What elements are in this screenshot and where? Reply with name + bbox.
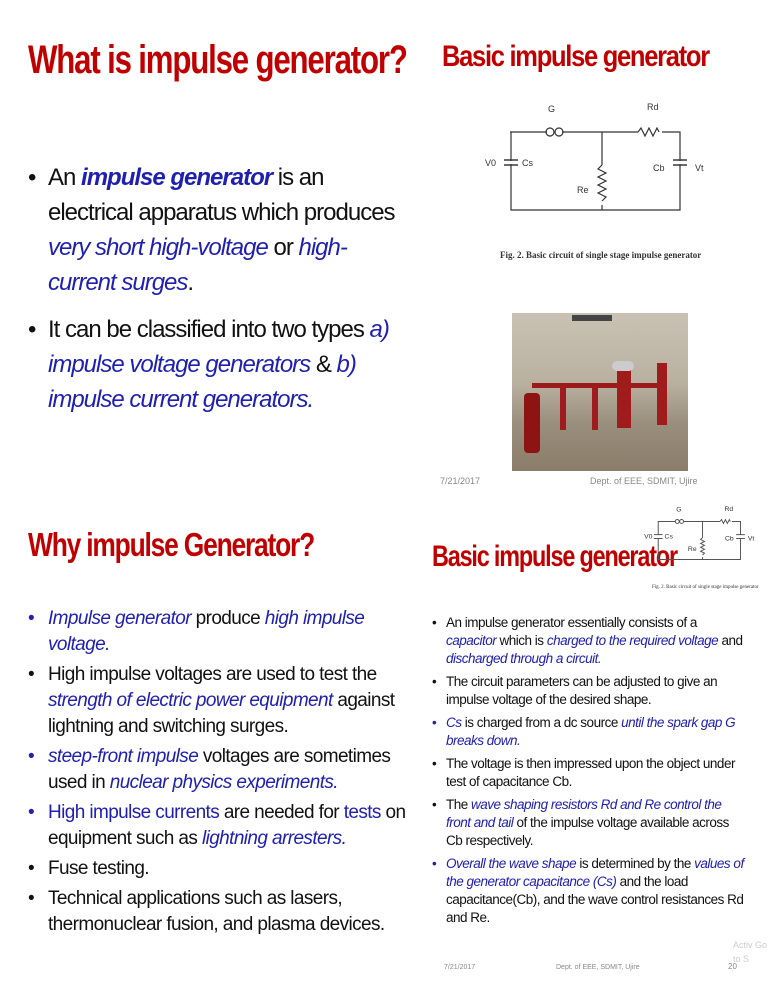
bullet-text: of the impulse voltage available across Cb respectively.: [446, 815, 729, 848]
bullet-text: &: [310, 351, 337, 378]
label-cs: Cs: [664, 533, 673, 541]
label-g: G: [676, 506, 682, 514]
figure-caption: Fig. 2. Basic circuit of single stage impulse generator: [500, 250, 702, 260]
bullets-what-is: [28, 160, 413, 429]
label-g: G: [548, 104, 556, 114]
bullet-item: [432, 855, 744, 927]
bullet-item: [432, 673, 744, 709]
activation-watermark: Activ Go to S: [733, 940, 768, 964]
figure-caption-small: Fig. 2. Basic circuit of single stage impulse generator: [652, 585, 759, 590]
bullet-text: Technical applications such as lasers, thermonuclear fusion, and plasma devices.: [48, 888, 385, 935]
label-rd: Rd: [647, 102, 659, 112]
emphasis-text: b) impulse current generators.: [48, 351, 356, 413]
bullet-text: An impulse generator essentially consists of a: [446, 615, 697, 630]
bullet-item: [28, 606, 423, 658]
footer-date: 7/21/2017: [440, 476, 481, 486]
emphasis-text: discharged through a circuit.: [446, 651, 602, 666]
label-cb: Cb: [724, 535, 734, 543]
emphasis-text: Cs: [446, 715, 462, 730]
bullet-item: [28, 744, 423, 796]
label-rd: Rd: [724, 505, 734, 513]
label-vt: Vt: [747, 535, 755, 543]
emphasis-text: nuclear physics experiments.: [109, 772, 338, 793]
bullets-basic: [432, 614, 744, 932]
label-v0: V0: [644, 533, 653, 541]
emphasis-text: High impulse currents: [48, 802, 220, 823]
bullet-item: [28, 856, 423, 882]
label-vt: Vt: [695, 163, 704, 173]
bullet-text: on equipment such as: [48, 802, 406, 849]
emphasis-text: high-current surges: [48, 234, 347, 296]
emphasis-text: wave shaping resistors Rd and Re control the front and tail: [446, 797, 722, 830]
circuit-diagram-small: [644, 496, 760, 584]
emphasis-text: impulse generator: [81, 164, 273, 191]
emphasis-text: Overall the wave shape: [446, 856, 577, 871]
emphasis-text: lightning arresters.: [201, 828, 347, 849]
bullet-text: is an electrical apparatus which produces: [48, 164, 395, 226]
emphasis-text: high impulse voltage.: [48, 608, 365, 655]
footer-dept-2: Dept. of EEE, SDMIT, Ujire: [556, 964, 640, 971]
emphasis-text: charged to the required voltage: [546, 633, 719, 648]
bullet-item: [28, 662, 423, 740]
bullet-item: [432, 714, 744, 750]
bullet-text: are needed for: [219, 802, 344, 823]
bullet-text: The voltage is then impressed upon the object under test of capacitance Cb.: [446, 756, 735, 789]
bullets-why: [28, 606, 423, 942]
emphasis-text: a) impulse voltage generators: [48, 316, 389, 378]
emphasis-text: Impulse generator: [48, 608, 191, 629]
bullet-text: High impulse voltages are used to test the: [48, 664, 377, 685]
emphasis-text: capacitor: [446, 633, 497, 648]
emphasis-text: strength of electric power equipment: [48, 690, 333, 711]
impulse-generator-photo: [512, 313, 688, 471]
bullet-text: The: [446, 797, 472, 812]
slide-title-basic-bottom: Basic impulse generator: [432, 540, 677, 573]
slide-title-what-is: What is impulse generator?: [28, 38, 407, 82]
bullet-item: [432, 755, 744, 791]
label-re: Re: [687, 546, 697, 554]
circuit-diagram: [485, 95, 720, 245]
bullet-text: which is: [496, 633, 547, 648]
label-cs: Cs: [522, 158, 533, 168]
label-v0: V0: [485, 158, 497, 168]
bullet-text: The circuit parameters can be adjusted to give an impulse voltage of the desired shape.: [446, 674, 718, 707]
bullet-item: [28, 312, 413, 417]
bullet-text: .: [187, 269, 194, 296]
bullet-text: against lightning and switching surges.: [48, 690, 395, 737]
emphasis-text: very short high-voltage: [48, 234, 268, 261]
bullet-item: [28, 886, 423, 938]
bullet-item: [432, 796, 744, 850]
footer-date-2: 7/21/2017: [444, 964, 476, 971]
page-number: 20: [728, 962, 737, 971]
footer-dept: Dept. of EEE, SDMIT, Ujire: [590, 476, 698, 486]
slide-title-why: Why impulse Generator?: [28, 526, 315, 563]
emphasis-text: steep-front impulse: [48, 746, 199, 767]
emphasis-text: tests: [343, 802, 381, 823]
bullet-text: An: [48, 164, 82, 191]
bullet-text: and the load capacitance(Cb), and the wave control resistances Rd and Re.: [446, 874, 744, 925]
bullet-item: [28, 160, 413, 300]
bullet-text: and: [718, 633, 743, 648]
emphasis-text: values of the generator capacitance (Cs): [446, 856, 744, 889]
bullet-text: is determined by the: [576, 856, 695, 871]
bullet-item: [432, 614, 744, 668]
slide-title-basic-top: Basic impulse generator: [442, 40, 709, 73]
label-cb: Cb: [653, 163, 665, 173]
bullet-text: produce: [190, 608, 265, 629]
bullet-text: It can be classified into two types: [48, 316, 370, 343]
emphasis-text: until the spark gap G breaks down.: [446, 715, 736, 748]
bullet-text: or: [267, 234, 299, 261]
bullet-item: [28, 800, 423, 852]
bullet-text: voltages are sometimes used in: [48, 746, 391, 793]
label-re: Re: [577, 185, 589, 195]
bullet-text: is charged from a dc source: [461, 715, 622, 730]
bullet-text: Fuse testing.: [48, 858, 149, 879]
